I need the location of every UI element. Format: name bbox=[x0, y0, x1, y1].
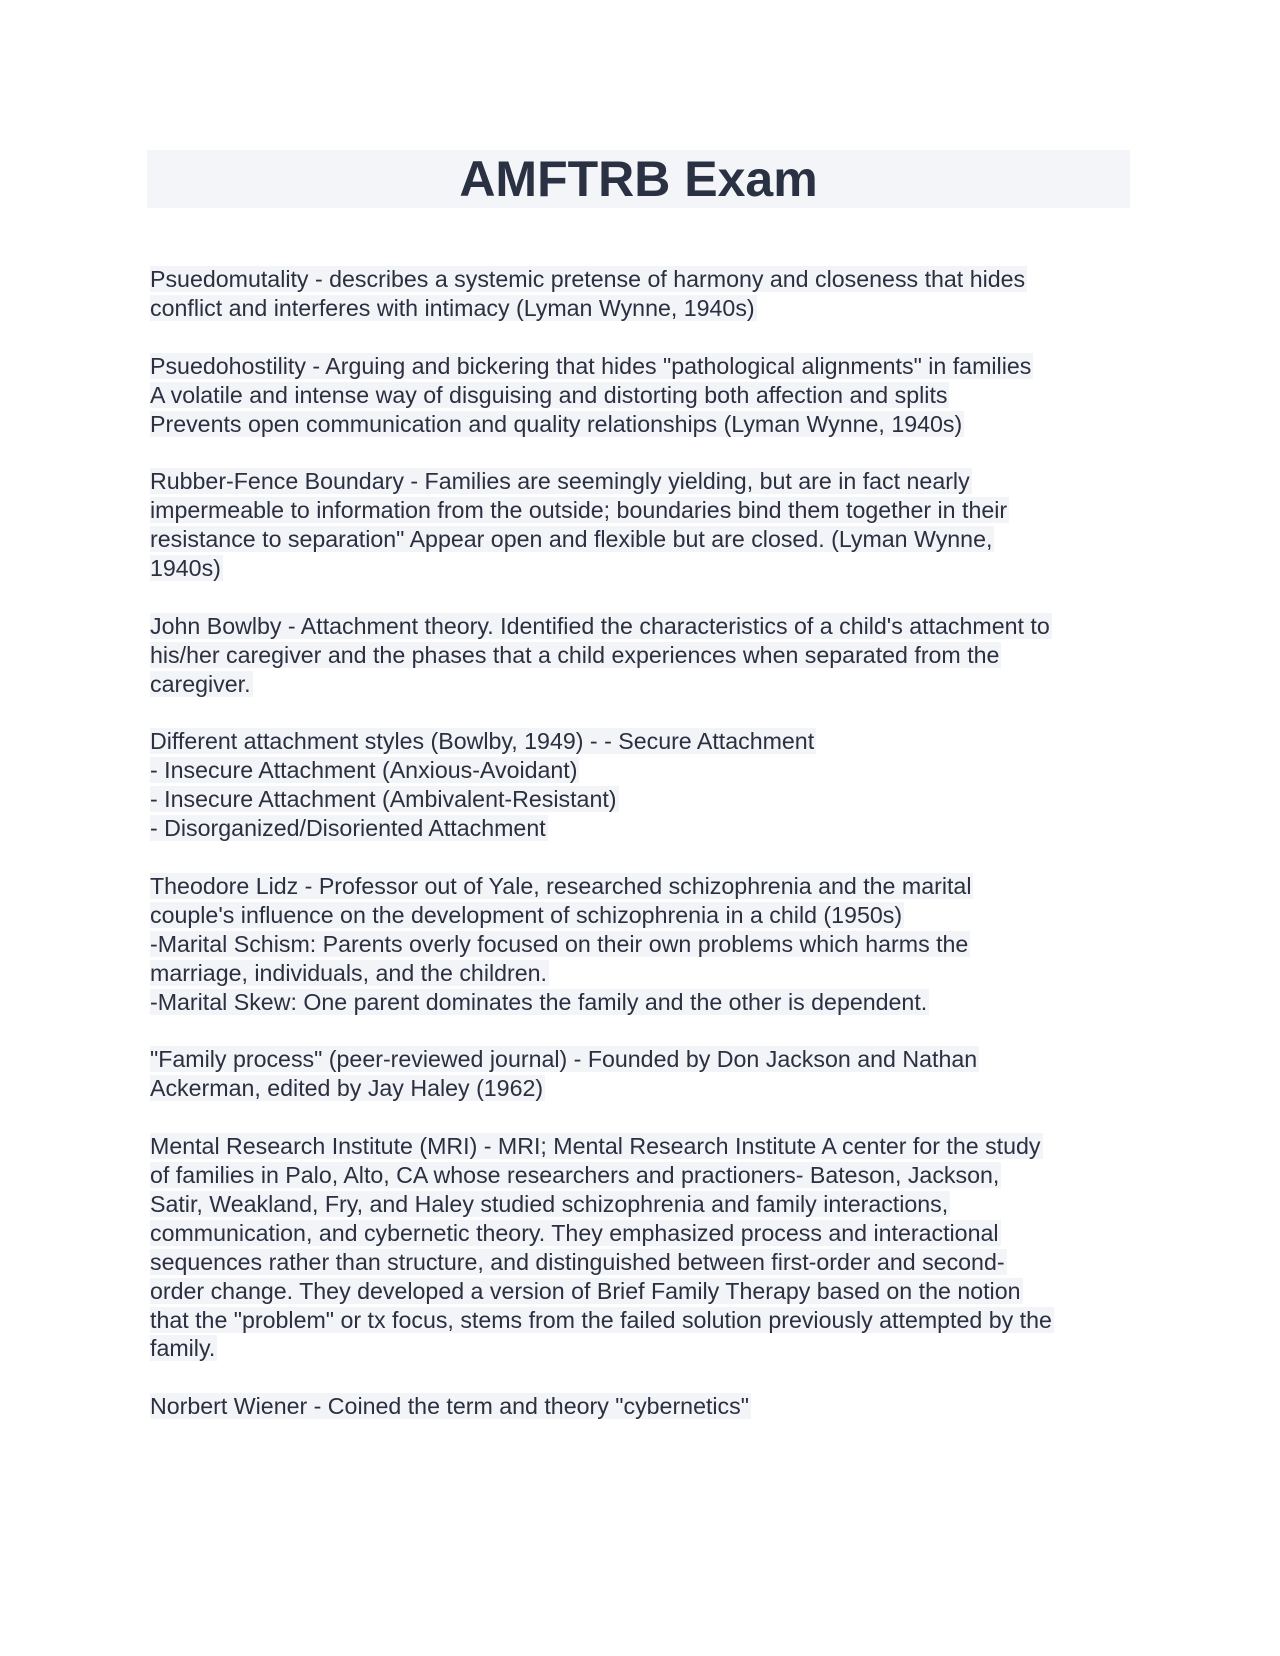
entry-line: family. bbox=[150, 1335, 216, 1362]
flashcard-entry bbox=[150, 612, 1140, 699]
entry-line: -Marital Skew: One parent dominates the family and the other is dependent. bbox=[150, 988, 928, 1015]
entry-line: Theodore Lidz - Professor out of Yale, researched schizophrenia and the marital bbox=[150, 872, 972, 899]
entry-line: caregiver. bbox=[150, 670, 251, 697]
flashcard-entry bbox=[150, 352, 1140, 439]
entry-line: - Disorganized/Disoriented Attachment bbox=[150, 815, 546, 842]
entry-line: his/her caregiver and the phases that a child experiences when separated from the bbox=[150, 641, 1000, 668]
flashcard-entry bbox=[150, 1132, 1140, 1363]
entry-line: "Family process" (peer-reviewed journal) - Founded by Don Jackson and Nathan bbox=[150, 1046, 978, 1073]
entry-line: of families in Palo, Alto, CA whose researchers and practioners- Bateson, Jackson, bbox=[150, 1161, 1000, 1188]
flashcard-entry bbox=[150, 1392, 1140, 1421]
page-title: AMFTRB Exam bbox=[459, 151, 818, 207]
entry-line: impermeable to information from the outside; boundaries bind them together in their bbox=[150, 497, 1008, 524]
entry-line: Norbert Wiener - Coined the term and theory "cybernetics" bbox=[150, 1393, 749, 1420]
flashcard-entry bbox=[150, 467, 1140, 583]
entry-line: Mental Research Institute (MRI) - MRI; Mental Research Institute A center for the study bbox=[150, 1133, 1041, 1160]
entry-line: Ackerman, edited by Jay Haley (1962) bbox=[150, 1075, 544, 1102]
entry-line: - Insecure Attachment (Ambivalent-Resistant) bbox=[150, 786, 617, 813]
entry-line: conflict and interferes with intimacy (Lyman Wynne, 1940s) bbox=[150, 294, 755, 321]
entry-line: communication, and cybernetic theory. They emphasized process and interactional bbox=[150, 1219, 999, 1246]
flashcard-entry bbox=[150, 265, 1140, 323]
entry-line: Psuedomutality - describes a systemic pretense of harmony and closeness that hides bbox=[150, 266, 1026, 292]
entry-line: 1940s) bbox=[150, 555, 221, 582]
entry-line: Satir, Weakland, Fry, and Haley studied schizophrenia and family interactions, bbox=[150, 1190, 949, 1217]
entry-line: Psuedohostility - Arguing and bickering that hides "pathological alignments" in families bbox=[150, 352, 1032, 379]
entry-line: A volatile and intense way of disguising and distorting both affection and splits bbox=[150, 381, 948, 408]
entry-line: Different attachment styles (Bowlby, 1949) - - Secure Attachment bbox=[150, 728, 815, 755]
entry-line: John Bowlby - Attachment theory. Identified the characteristics of a child's attachment to bbox=[150, 612, 1050, 639]
entry-line: Rubber-Fence Boundary - Families are seemingly yielding, but are in fact nearly bbox=[150, 468, 970, 495]
entry-line: couple's influence on the development of schizophrenia in a child (1950s) bbox=[150, 901, 903, 928]
flashcard-list bbox=[150, 265, 1140, 1450]
entry-line: resistance to separation" Appear open and flexible but are closed. (Lyman Wynne, bbox=[150, 526, 993, 553]
entry-line: that the "problem" or tx focus, stems from the failed solution previously attempted by the bbox=[150, 1306, 1052, 1333]
flashcard-entry bbox=[150, 727, 1140, 843]
entry-line: sequences rather than structure, and distinguished between first-order and second- bbox=[150, 1248, 1005, 1275]
flashcard-entry bbox=[150, 1045, 1140, 1103]
flashcard-entry bbox=[150, 872, 1140, 1017]
entry-line: - Insecure Attachment (Anxious-Avoidant) bbox=[150, 757, 578, 784]
entry-line: Prevents open communication and quality relationships (Lyman Wynne, 1940s) bbox=[150, 410, 963, 437]
entry-line: -Marital Schism: Parents overly focused on their own problems which harms the bbox=[150, 930, 969, 957]
title-band bbox=[147, 150, 1130, 208]
entry-line: marriage, individuals, and the children. bbox=[150, 959, 547, 986]
entry-line: order change. They developed a version of Brief Family Therapy based on the notion bbox=[150, 1277, 1021, 1304]
